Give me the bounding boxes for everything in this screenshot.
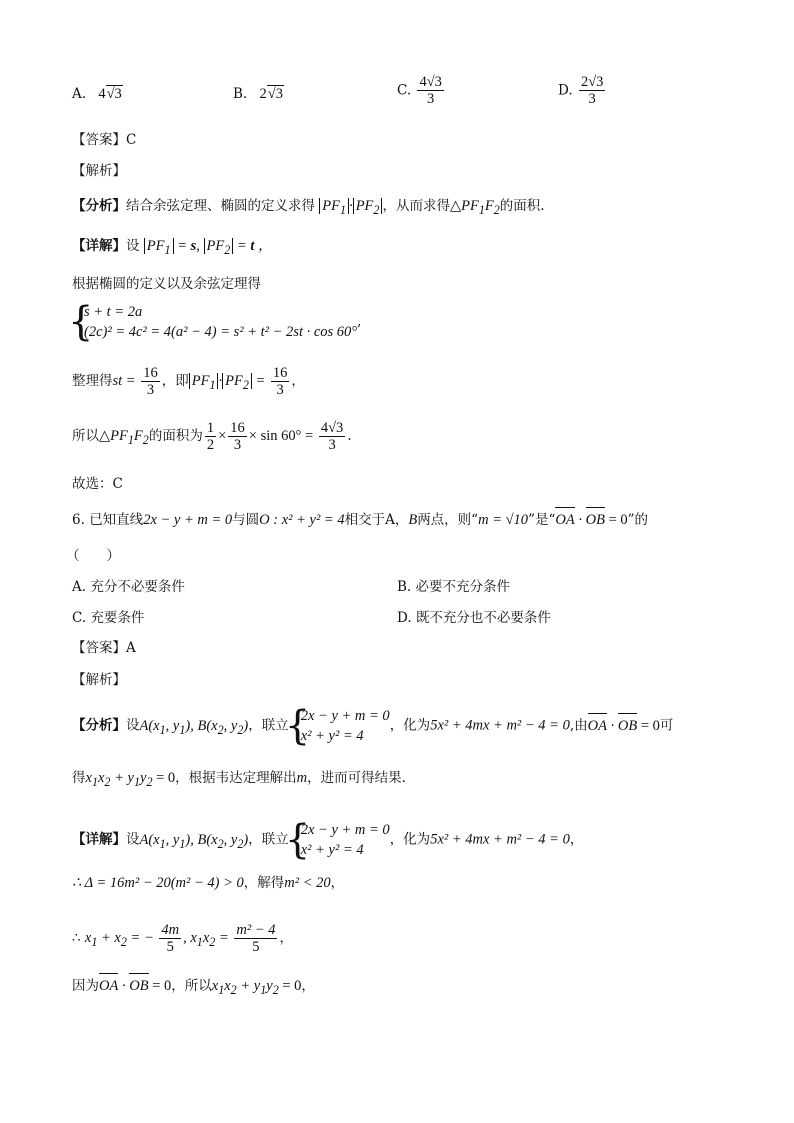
option-letter: D. <box>397 610 412 626</box>
dot-product-condition: OA · OB = 0 <box>555 512 628 528</box>
option-text: 充要条件 <box>90 610 145 626</box>
option-letter: B. <box>397 579 412 595</box>
q5-eq2: (2c)² = 4c² = 4(a² − 4) = s² + t² − 2st · cos 60° <box>84 324 358 340</box>
hint-label: 【分析】 <box>72 717 126 734</box>
circle-equation: O : x² + y² = 4 <box>259 512 345 528</box>
detail-text: ，联立 <box>248 831 289 848</box>
hint-text: 的面积. <box>499 198 545 214</box>
hint-text: ，联立 <box>248 717 289 734</box>
stem-text: ”的 <box>627 512 649 528</box>
option-letter: A. <box>72 579 87 595</box>
option-a-value: 4√3 <box>98 86 122 102</box>
hint-text: ，进而可得结果. <box>307 770 406 786</box>
q6-option-a <box>72 577 185 597</box>
line-equation: 2x − y + m = 0 <box>143 512 233 528</box>
option-text: 既不充分也不必要条件 <box>415 610 551 626</box>
x1x2-y1y2: $x_1x_2 + y_1y_2 = 0$ <box>85 770 176 789</box>
hint-text: 结合余弦定理、椭圆的定义求得 <box>126 198 315 214</box>
q6-option-d <box>397 608 551 628</box>
q5-simplify: 整理得st = $\frac{16}{3}$ ，即 $PF_1 \cdot PF_2$ = $\frac{16}{3}$ ， <box>72 365 305 398</box>
detail-text: 设 <box>126 238 140 254</box>
option-b-value: 2√3 <box>259 86 283 102</box>
detail-label: 【详解】 <box>72 831 126 848</box>
q5-option-b <box>233 84 284 104</box>
set-s-t: $PF_1 = s$, $PF_2 = t$ ， <box>144 238 273 254</box>
delta-result: m² < 20 <box>284 875 331 891</box>
option-c-value: $\frac{4√3}{3}$ <box>419 74 442 107</box>
option-letter: B. <box>233 86 248 102</box>
q6-hint-2 <box>72 768 406 792</box>
stem-text: ”是“ <box>528 512 556 528</box>
q5-choose: 故选：C <box>72 476 123 492</box>
q6-paren: （ ） <box>66 548 120 564</box>
answer-value: A <box>126 640 136 656</box>
quadratic: 5x² + 4mx + m² − 4 = 0 <box>430 831 570 848</box>
var-m: m <box>296 770 308 786</box>
option-letter: D. <box>558 82 573 99</box>
answer-label: 【答案】 <box>72 132 126 148</box>
answer-value: C <box>126 132 137 148</box>
q6-answer <box>72 638 136 658</box>
option-d-value: $\frac{2√3}{3}$ <box>580 74 604 107</box>
q5-analysis-hint <box>72 196 545 220</box>
triangle-pf1f2: $\triangle PF_1F_2$ <box>99 427 149 447</box>
option-letter: C. <box>72 610 87 626</box>
question-number: 6. <box>72 512 85 528</box>
triangle-pf1f2: $\triangle PF_1F_2$ <box>449 198 500 217</box>
q5-option-d <box>558 74 607 107</box>
q6-detail-system: { 2x − y + m = 0 x² + y² = 4 <box>284 817 390 863</box>
quadratic: 5x² + 4mx + m² − 4 = 0 <box>430 717 570 734</box>
q6-analysis-label: 【解析】 <box>72 672 126 688</box>
area-text: 的面积为 <box>148 427 203 444</box>
q5-analysis-label: 【解析】 <box>72 163 126 179</box>
pf1-pf2-product: $PF_1 \cdot PF_2$ <box>319 198 382 214</box>
delta-text: ，解得 <box>243 875 285 891</box>
q6-because <box>72 976 315 1000</box>
answer-label: 【答案】 <box>72 640 126 656</box>
dot-product: OA · OB = 0 <box>587 717 660 734</box>
q6-stem <box>72 510 648 530</box>
q6-detail <box>72 817 584 863</box>
hint-text: 设 <box>126 717 140 734</box>
q6-option-c <box>72 608 144 628</box>
q5-equation-system: { s + t = 2a (2c)² = 4c² = 4(a² − 4) = s² + t² − 2st · cos 60° <box>68 299 358 345</box>
q6-delta <box>72 873 344 893</box>
detail-text: ， <box>569 831 584 848</box>
because-text: ，所以 <box>171 978 212 994</box>
point-b: B <box>408 512 418 528</box>
vieta-formulas: $x_1 + x_2$ = − $\frac{4m}{5}$ , $x_1x_2$ = $\frac{\text{m² − 4}}{5}$ <box>84 922 276 955</box>
st-value: st = $\frac{16}{3}$ <box>112 365 158 398</box>
stem-text: 已知直线 <box>89 512 144 528</box>
option-letter: C. <box>397 82 412 99</box>
hint-text: 可 <box>659 717 674 734</box>
points-ab: $A(x_1$, $y_1$), $B(x_2$, $y_2$) <box>139 717 249 737</box>
detail-text: 设 <box>126 831 140 848</box>
stem-text: 与圆 <box>232 512 260 528</box>
q6-option-b <box>397 577 510 597</box>
q5-detail <box>72 236 272 260</box>
because-text: 因为 <box>72 978 99 994</box>
option-text: 必要不充分条件 <box>415 579 511 595</box>
stem-text: 相交于A， <box>344 512 409 528</box>
q5-system: { s + t = 2a (2c)² = 4c² = 4(a² − 4) = s² + t² − 2st · cos 60° , <box>68 299 362 345</box>
hint-text: ,由 <box>569 717 588 734</box>
q6-hint-system: { 2x − y + m = 0 x² + y² = 4 <box>284 703 390 749</box>
because-text: ， <box>301 978 315 994</box>
q5-eq1: s + t = 2a <box>84 304 143 320</box>
q5-option-a <box>72 84 123 104</box>
therefore-symbol: ∴ <box>72 929 81 946</box>
condition-m: m = √10 <box>478 512 529 528</box>
hint-text: ，从而求得 <box>382 198 450 214</box>
area-expression: $\frac{1}{2}$ × $\frac{16}{3}$ × sin 60° = $\frac{4√3}{3}$ <box>206 420 344 453</box>
simplify-text: 整理得 <box>72 372 113 389</box>
q5-option-c <box>397 74 446 107</box>
area-text: 所以 <box>72 427 99 444</box>
pf-product-value: $PF_1 \cdot PF_2$ = $\frac{16}{3}$ <box>189 373 292 389</box>
detail-label: 【详解】 <box>72 238 126 254</box>
dot-product: OA · OB = 0 <box>99 978 172 994</box>
option-letter: A. <box>72 86 87 102</box>
q6-hint <box>72 703 674 749</box>
simplify-text: ，即 <box>161 372 189 389</box>
delta-inequality: ∴ Δ = 16m² − 20(m² − 4) > 0 <box>72 875 244 891</box>
stem-text: 两点，则“ <box>417 512 479 528</box>
delta-text: ， <box>330 875 345 891</box>
hint-text: 得 <box>72 770 86 786</box>
detail-text: ，化为 <box>389 831 431 848</box>
x1x2-y1y2: $x_1x_2 + y_1y_2 = 0$ <box>211 978 302 997</box>
hint-text: ，化为 <box>389 717 431 734</box>
q6-vieta: ∴ $x_1 + x_2$ = − $\frac{4m}{5}$ , $x_1x_2$ = $\frac{\text{m² − 4}}{5}$ ， <box>72 922 293 955</box>
hint-label: 【分析】 <box>72 198 126 214</box>
q5-area: 所以$\triangle PF_1F_2$的面积为 $\frac{1}{2}$ × $\frac{16}{3}$ × sin 60° = $\frac{4√3}{3}$ . <box>72 420 352 453</box>
q5-answer <box>72 130 136 150</box>
option-text: 充分不必要条件 <box>90 579 185 595</box>
points-ab: $A(x_1$, $y_1$), $B(x_2$, $y_2$) <box>139 831 249 851</box>
hint-text: ，根据韦达定理解出 <box>175 770 297 786</box>
q5-according: 根据椭圆的定义以及余弦定理得 <box>72 276 261 292</box>
